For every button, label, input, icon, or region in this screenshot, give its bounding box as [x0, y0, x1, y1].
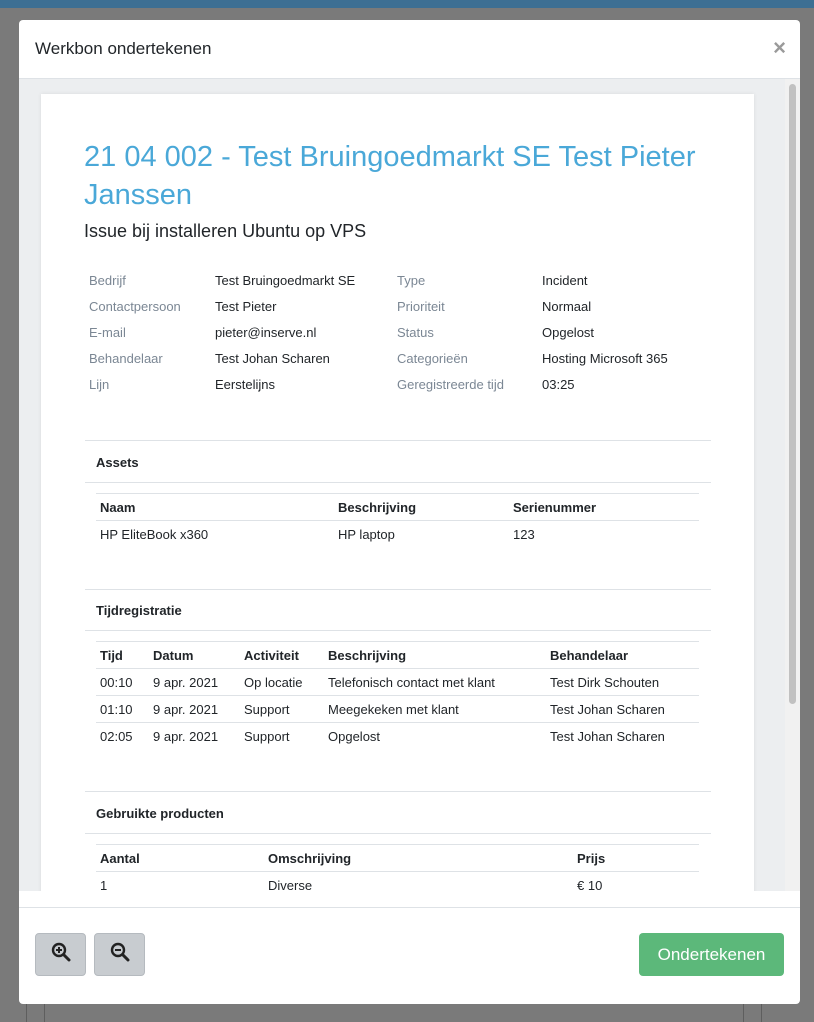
table-cell: Test Dirk Schouten	[550, 675, 660, 690]
column-header: Serienummer	[513, 500, 597, 515]
info-label: Type	[397, 273, 426, 288]
table-cell: Test Johan Scharen	[550, 702, 665, 717]
info-label: E-mail	[89, 325, 126, 340]
column-header: Omschrijving	[268, 851, 352, 866]
info-value: pieter@inserve.nl	[215, 325, 317, 340]
table-cell: Support	[244, 702, 290, 717]
sign-button[interactable]: Ondertekenen	[639, 933, 784, 976]
info-value: Opgelost	[542, 325, 595, 340]
info-label: Status	[397, 325, 434, 340]
table-cell: € 10	[577, 878, 603, 891]
info-value: Incident	[542, 273, 588, 288]
table-cell: Test Johan Scharen	[550, 729, 665, 744]
zoom-out-button[interactable]	[94, 933, 145, 976]
column-header: Naam	[100, 500, 136, 515]
info-value: Test Pieter	[215, 299, 277, 314]
document-title: 21 04 002 - Test Bruingoedmarkt SE Test Pieter Janssen	[84, 141, 696, 211]
modal-header	[19, 20, 800, 79]
section-divider	[85, 833, 711, 834]
table-row	[96, 723, 699, 750]
table-row	[96, 696, 699, 723]
info-value: Hosting Microsoft 365	[542, 351, 668, 366]
section-divider	[85, 482, 711, 483]
column-header: Behandelaar	[550, 648, 629, 663]
info-value: 03:25	[542, 377, 575, 392]
table-cell: HP EliteBook x360	[100, 527, 209, 542]
info-label: Bedrijf	[89, 273, 126, 288]
info-label: Contactpersoon	[89, 299, 181, 314]
column-header: Beschrijving	[328, 648, 407, 663]
column-header: Prijs	[577, 851, 606, 866]
table-cell: 02:05	[100, 729, 133, 744]
time-table	[96, 641, 699, 750]
table-row	[96, 872, 699, 891]
section-divider	[85, 589, 711, 590]
products-section-title: Gebruikte producten	[96, 806, 224, 821]
info-row	[89, 294, 709, 320]
document-viewer[interactable]	[19, 79, 800, 891]
assets-table	[96, 493, 699, 548]
column-header: Aantal	[100, 851, 140, 866]
table-header	[96, 494, 699, 521]
zoom-in-button[interactable]	[35, 933, 86, 976]
document-subtitle: Issue bij installeren Ubuntu op VPS	[84, 221, 367, 241]
scrollbar-thumb[interactable]	[789, 84, 796, 704]
column-header: Activiteit	[244, 648, 299, 663]
table-cell: 9 apr. 2021	[153, 729, 219, 744]
info-row	[89, 320, 709, 346]
backdrop-header-bar	[0, 0, 814, 8]
info-label: Behandelaar	[89, 351, 163, 366]
table-cell: 01:10	[100, 702, 133, 717]
vertical-scrollbar[interactable]	[785, 79, 800, 891]
assets-section-title: Assets	[96, 455, 139, 470]
table-cell: Telefonisch contact met klant	[328, 675, 495, 690]
column-header: Tijd	[100, 648, 123, 663]
products-table	[96, 844, 699, 891]
table-cell: Diverse	[268, 878, 313, 891]
info-label: Geregistreerde tijd	[397, 377, 504, 392]
close-button[interactable]: ×	[773, 35, 786, 60]
table-cell: HP laptop	[338, 527, 395, 542]
info-value: Test Johan Scharen	[215, 351, 330, 366]
column-header: Beschrijving	[338, 500, 417, 515]
section-divider	[85, 791, 711, 792]
table-row	[96, 669, 699, 696]
section-divider	[85, 630, 711, 631]
table-cell: Support	[244, 729, 290, 744]
table-cell: Meegekeken met klant	[328, 702, 459, 717]
info-value: Test Bruingoedmarkt SE	[215, 273, 356, 288]
modal-footer	[19, 907, 800, 1004]
info-value: Eerstelijns	[215, 377, 275, 392]
table-cell: Opgelost	[328, 729, 381, 744]
zoom-in-icon	[51, 942, 71, 967]
info-value: Normaal	[542, 299, 592, 314]
info-table	[89, 268, 709, 398]
section-divider	[85, 440, 711, 441]
info-label: Prioriteit	[397, 299, 445, 314]
info-row	[89, 372, 709, 398]
modal-title: Werkbon ondertekenen	[35, 39, 212, 58]
column-header: Datum	[153, 648, 194, 663]
info-row	[89, 268, 709, 294]
sign-workorder-modal	[19, 20, 800, 1004]
info-label: Categorieën	[397, 351, 468, 366]
workorder-document	[41, 94, 754, 891]
table-cell: 9 apr. 2021	[153, 702, 219, 717]
table-cell: 123	[513, 527, 535, 542]
table-cell: 9 apr. 2021	[153, 675, 219, 690]
table-cell: Op locatie	[244, 675, 303, 690]
info-label: Lijn	[89, 377, 110, 392]
info-row	[89, 346, 709, 372]
table-header	[96, 845, 699, 872]
table-cell: 00:10	[100, 675, 133, 690]
backdrop-panel-inner	[44, 1004, 744, 1022]
table-row	[96, 521, 699, 548]
table-cell: 1	[100, 878, 108, 891]
time-section-title: Tijdregistratie	[96, 603, 182, 618]
table-header	[96, 642, 699, 669]
zoom-out-icon	[110, 942, 130, 967]
